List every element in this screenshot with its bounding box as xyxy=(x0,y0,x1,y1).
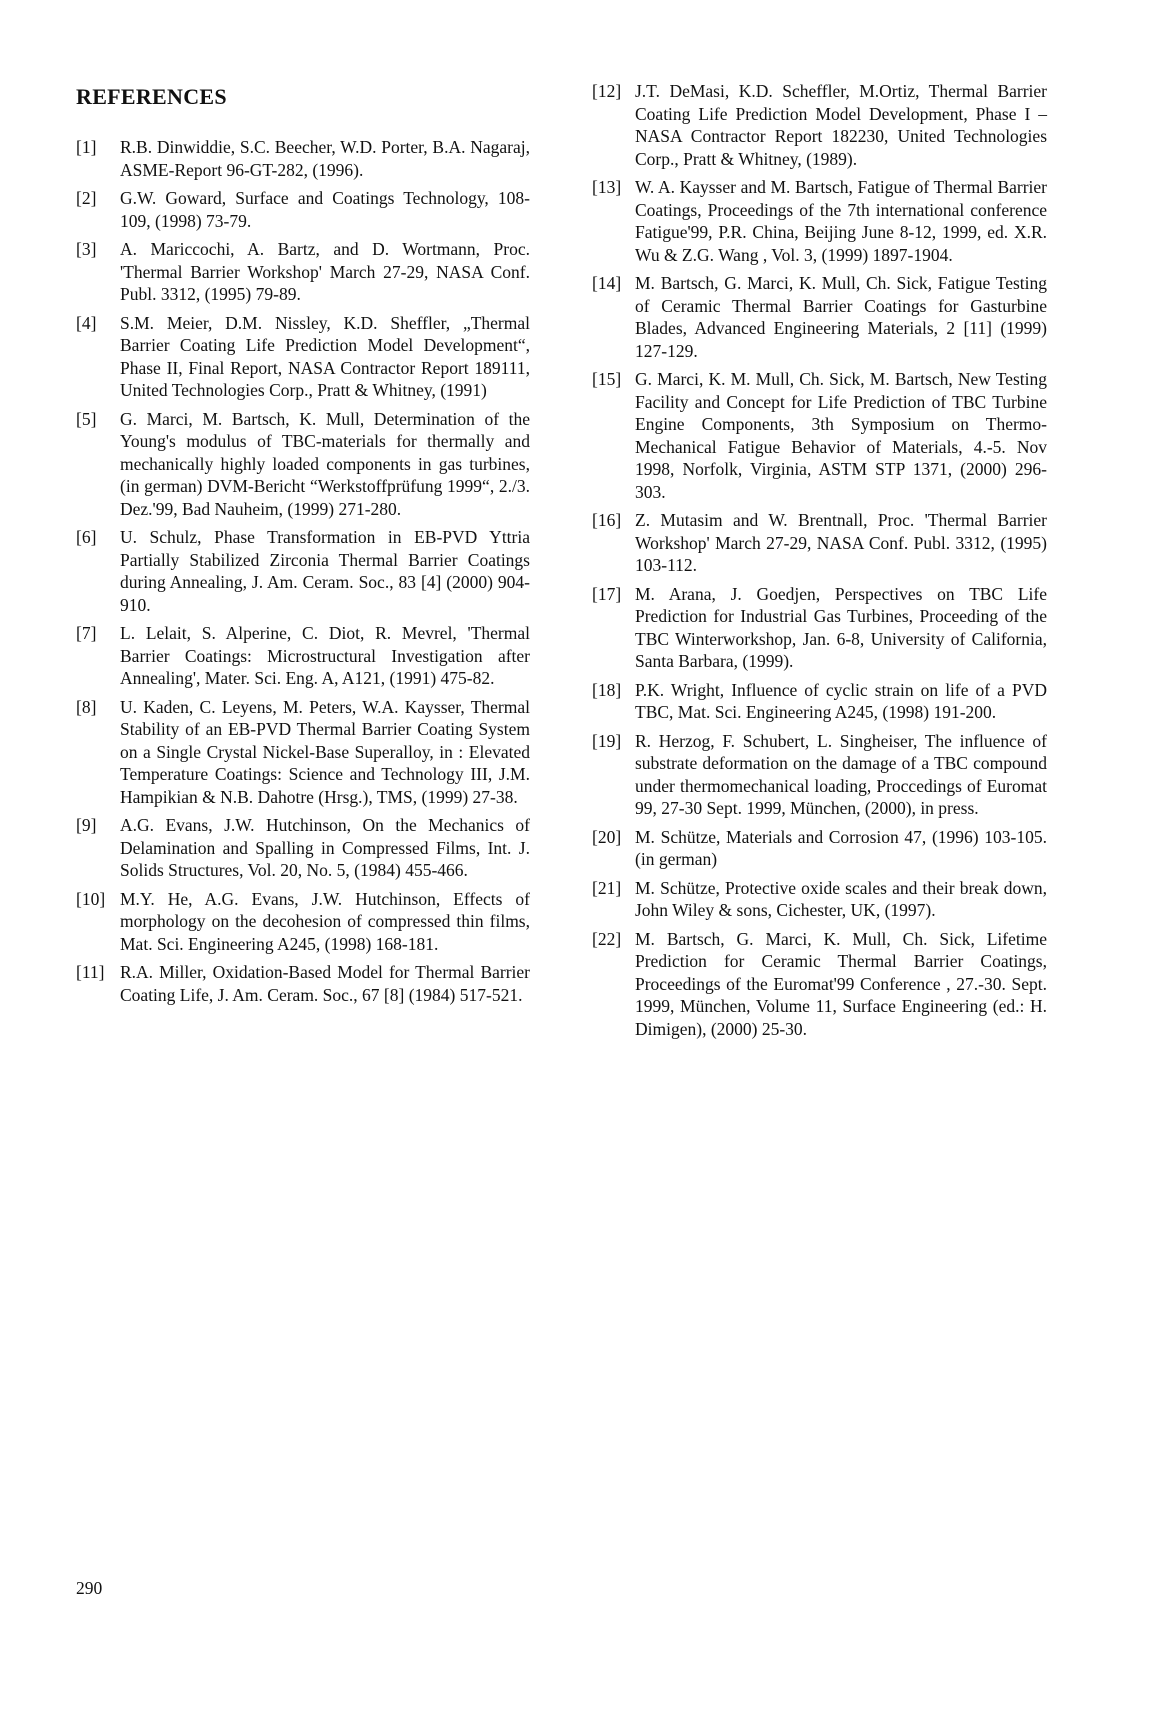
references-list-left xyxy=(76,136,530,1012)
reference-number: [15] xyxy=(592,369,622,389)
reference-item xyxy=(76,622,530,690)
reference-number: [14] xyxy=(592,273,622,293)
reference-item xyxy=(592,877,1047,922)
reference-item xyxy=(76,187,530,232)
reference-text: R.A. Miller, Oxidation-Based Model for Thermal Barrier Coating Life, J. Am. Ceram. Soc., 67 [8] (1984) 517-521. xyxy=(120,962,530,1005)
reference-item xyxy=(76,961,530,1006)
reference-item xyxy=(76,136,530,181)
reference-number: [20] xyxy=(592,826,622,847)
reference-item xyxy=(76,814,530,882)
reference-text: G. Marci, K. M. Mull, Ch. Sick, M. Bartsch, New Testing Facility and Concept for Life Prediction of TBC Turbine Engine Components, 3th Symposium on Thermo-Mechanical Fatigue Behavior of Materials, 4.-5. Nov 1998, Norfolk, Virginia, ASTM STP 1371, (2000) 296-303. xyxy=(635,369,1047,502)
reference-text: R. Herzog, F. Schubert, L. Singheiser, The influence of substrate deformation on the damage of a TBC compound under thermomechanical loading, Proccedings of Euromat 99, 27-30 Sept. 1999, München, (2000), in press. xyxy=(635,730,1047,818)
reference-number: [18] xyxy=(592,679,622,700)
reference-item xyxy=(592,176,1047,266)
reference-item xyxy=(592,80,1047,170)
reference-item xyxy=(76,312,530,402)
reference-text: W. A. Kaysser and M. Bartsch, Fatigue of Thermal Barrier Coatings, Proceedings of the 7th international conference Fatigue'99, P.R. China, Beijing June 8-12, 1999, ed. X.R. Wu & Z.G. Wang , Vol. 3, (1999) 1897-1904. xyxy=(635,177,1047,265)
reference-text: G.W. Goward, Surface and Coatings Technology, 108-109, (1998) 73-79. xyxy=(120,188,530,231)
reference-item xyxy=(592,509,1047,577)
reference-text: J.T. DeMasi, K.D. Scheffler, M.Ortiz, Thermal Barrier Coating Life Prediction Model Development, Phase I – NASA Contractor Report 182230, United Technologies Corp., Pratt & Whitney, (1989). xyxy=(635,81,1047,169)
reference-number: [6] xyxy=(76,527,97,547)
reference-number: [7] xyxy=(76,623,97,643)
reference-text: M.Y. He, A.G. Evans, J.W. Hutchinson, Effects of morphology on the decohesion of compressed thin films, Mat. Sci. Engineering A245, (1998) 168-181. xyxy=(120,888,530,954)
reference-item xyxy=(76,526,530,616)
reference-text: M. Bartsch, G. Marci, K. Mull, Ch. Sick, Fatigue Testing of Ceramic Thermal Barrier Coatings for Gasturbine Blades, Advanced Engineering Materials, 2 [11] (1999) 127-129. xyxy=(635,273,1047,361)
reference-text: G. Marci, M. Bartsch, K. Mull, Determination of the Young's modulus of TBC-materials for thermally and mechanically highly loaded components in gas turbines, (in german) DVM-Bericht “Werkstoffprüfung 1999“, 2./3. Dez.'99, Bad Nauheim, (1999) 271-280. xyxy=(120,408,530,519)
reference-text: A.G. Evans, J.W. Hutchinson, On the Mechanics of Delamination and Spalling in Compressed Films, Int. J. Solids Structures, Vol. 20, No. 5, (1984) 455-466. xyxy=(120,815,530,880)
reference-number: [3] xyxy=(76,239,97,259)
reference-number: [16] xyxy=(592,510,622,530)
reference-item xyxy=(592,928,1047,1041)
reference-number: [4] xyxy=(76,312,97,333)
reference-text: U. Kaden, C. Leyens, M. Peters, W.A. Kaysser, Thermal Stability of an EB-PVD Thermal Barrier Coating System on a Single Crystal Nickel-Base Superalloy, in : Elevated Temperature Coatings: Science and Technology III, J.M. Hampikian & N.B. Dahotre (Hrsg.), TMS, (1999) 27-38. xyxy=(120,696,530,807)
reference-number: [12] xyxy=(592,81,622,101)
reference-text: M. Bartsch, G. Marci, K. Mull, Ch. Sick, Lifetime Prediction for Ceramic Thermal Barrier Coatings, Proceedings of the Euromat'99 Conference , 27.-30. Sept. 1999, München, Volume 11, Surface Engineering (ed.: H. Dimigen), (2000) 25-30. xyxy=(635,928,1047,1039)
reference-number: [9] xyxy=(76,815,97,835)
reference-number: [13] xyxy=(592,177,622,197)
reference-item xyxy=(76,408,530,521)
reference-number: [2] xyxy=(76,188,97,208)
reference-text: Z. Mutasim and W. Brentnall, Proc. 'Thermal Barrier Workshop' March 27-29, NASA Conf. Publ. 3312, (1995) 103-112. xyxy=(635,510,1047,575)
reference-text: P.K. Wright, Influence of cyclic strain on life of a PVD TBC, Mat. Sci. Engineering A245, (1998) 191-200. xyxy=(635,679,1047,722)
reference-item xyxy=(592,826,1047,871)
reference-text: M. Schütze, Protective oxide scales and their break down, John Wiley & sons, Cichester, UK, (1997). xyxy=(635,877,1047,920)
reference-item xyxy=(592,272,1047,362)
reference-text: U. Schulz, Phase Transformation in EB-PVD Yttria Partially Stabilized Zirconia Thermal Barrier Coatings during Annealing, J. Am. Ceram. Soc., 83 [4] (2000) 904-910. xyxy=(120,527,530,615)
reference-text: S.M. Meier, D.M. Nissley, K.D. Sheffler, „Thermal Barrier Coating Life Prediction Model Development“, Phase II, Final Report, NASA Contractor Report 189111, United Technologies Corp., Pratt & Whitney, (1991) xyxy=(120,312,530,400)
reference-number: [10] xyxy=(76,888,106,909)
reference-number: [8] xyxy=(76,696,97,717)
reference-item xyxy=(592,583,1047,673)
reference-item xyxy=(592,730,1047,820)
reference-text: M. Arana, J. Goedjen, Perspectives on TBC Life Prediction for Industrial Gas Turbines, Proceeding of the TBC Winterworkshop, Jan. 6-8, University of California, Santa Barbara, (1999). xyxy=(635,583,1047,671)
reference-number: [22] xyxy=(592,928,622,949)
reference-number: [17] xyxy=(592,583,622,604)
reference-number: [19] xyxy=(592,730,622,751)
references-heading: REFERENCES xyxy=(76,84,227,109)
references-list-right xyxy=(592,80,1047,1046)
page-number: 290 xyxy=(76,1578,103,1598)
reference-number: [1] xyxy=(76,137,97,157)
reference-item xyxy=(76,888,530,956)
reference-item xyxy=(76,696,530,809)
reference-item xyxy=(592,679,1047,724)
reference-number: [11] xyxy=(76,962,105,982)
reference-text: A. Mariccochi, A. Bartz, and D. Wortmann, Proc. 'Thermal Barrier Workshop' March 27-29, NASA Conf. Publ. 3312, (1995) 79-89. xyxy=(120,239,530,304)
reference-number: [21] xyxy=(592,877,622,898)
reference-text: R.B. Dinwiddie, S.C. Beecher, W.D. Porter, B.A. Nagaraj, ASME-Report 96-GT-282, (1996). xyxy=(120,137,530,180)
reference-text: M. Schütze, Materials and Corrosion 47, (1996) 103-105. (in german) xyxy=(635,826,1047,869)
reference-item xyxy=(592,368,1047,503)
reference-text: L. Lelait, S. Alperine, C. Diot, R. Mevrel, 'Thermal Barrier Coatings: Microstructural Investigation after Annealing', Mater. Sci. Eng. A, A121, (1991) 475-82. xyxy=(120,623,530,688)
reference-item xyxy=(76,238,530,306)
reference-number: [5] xyxy=(76,408,97,429)
